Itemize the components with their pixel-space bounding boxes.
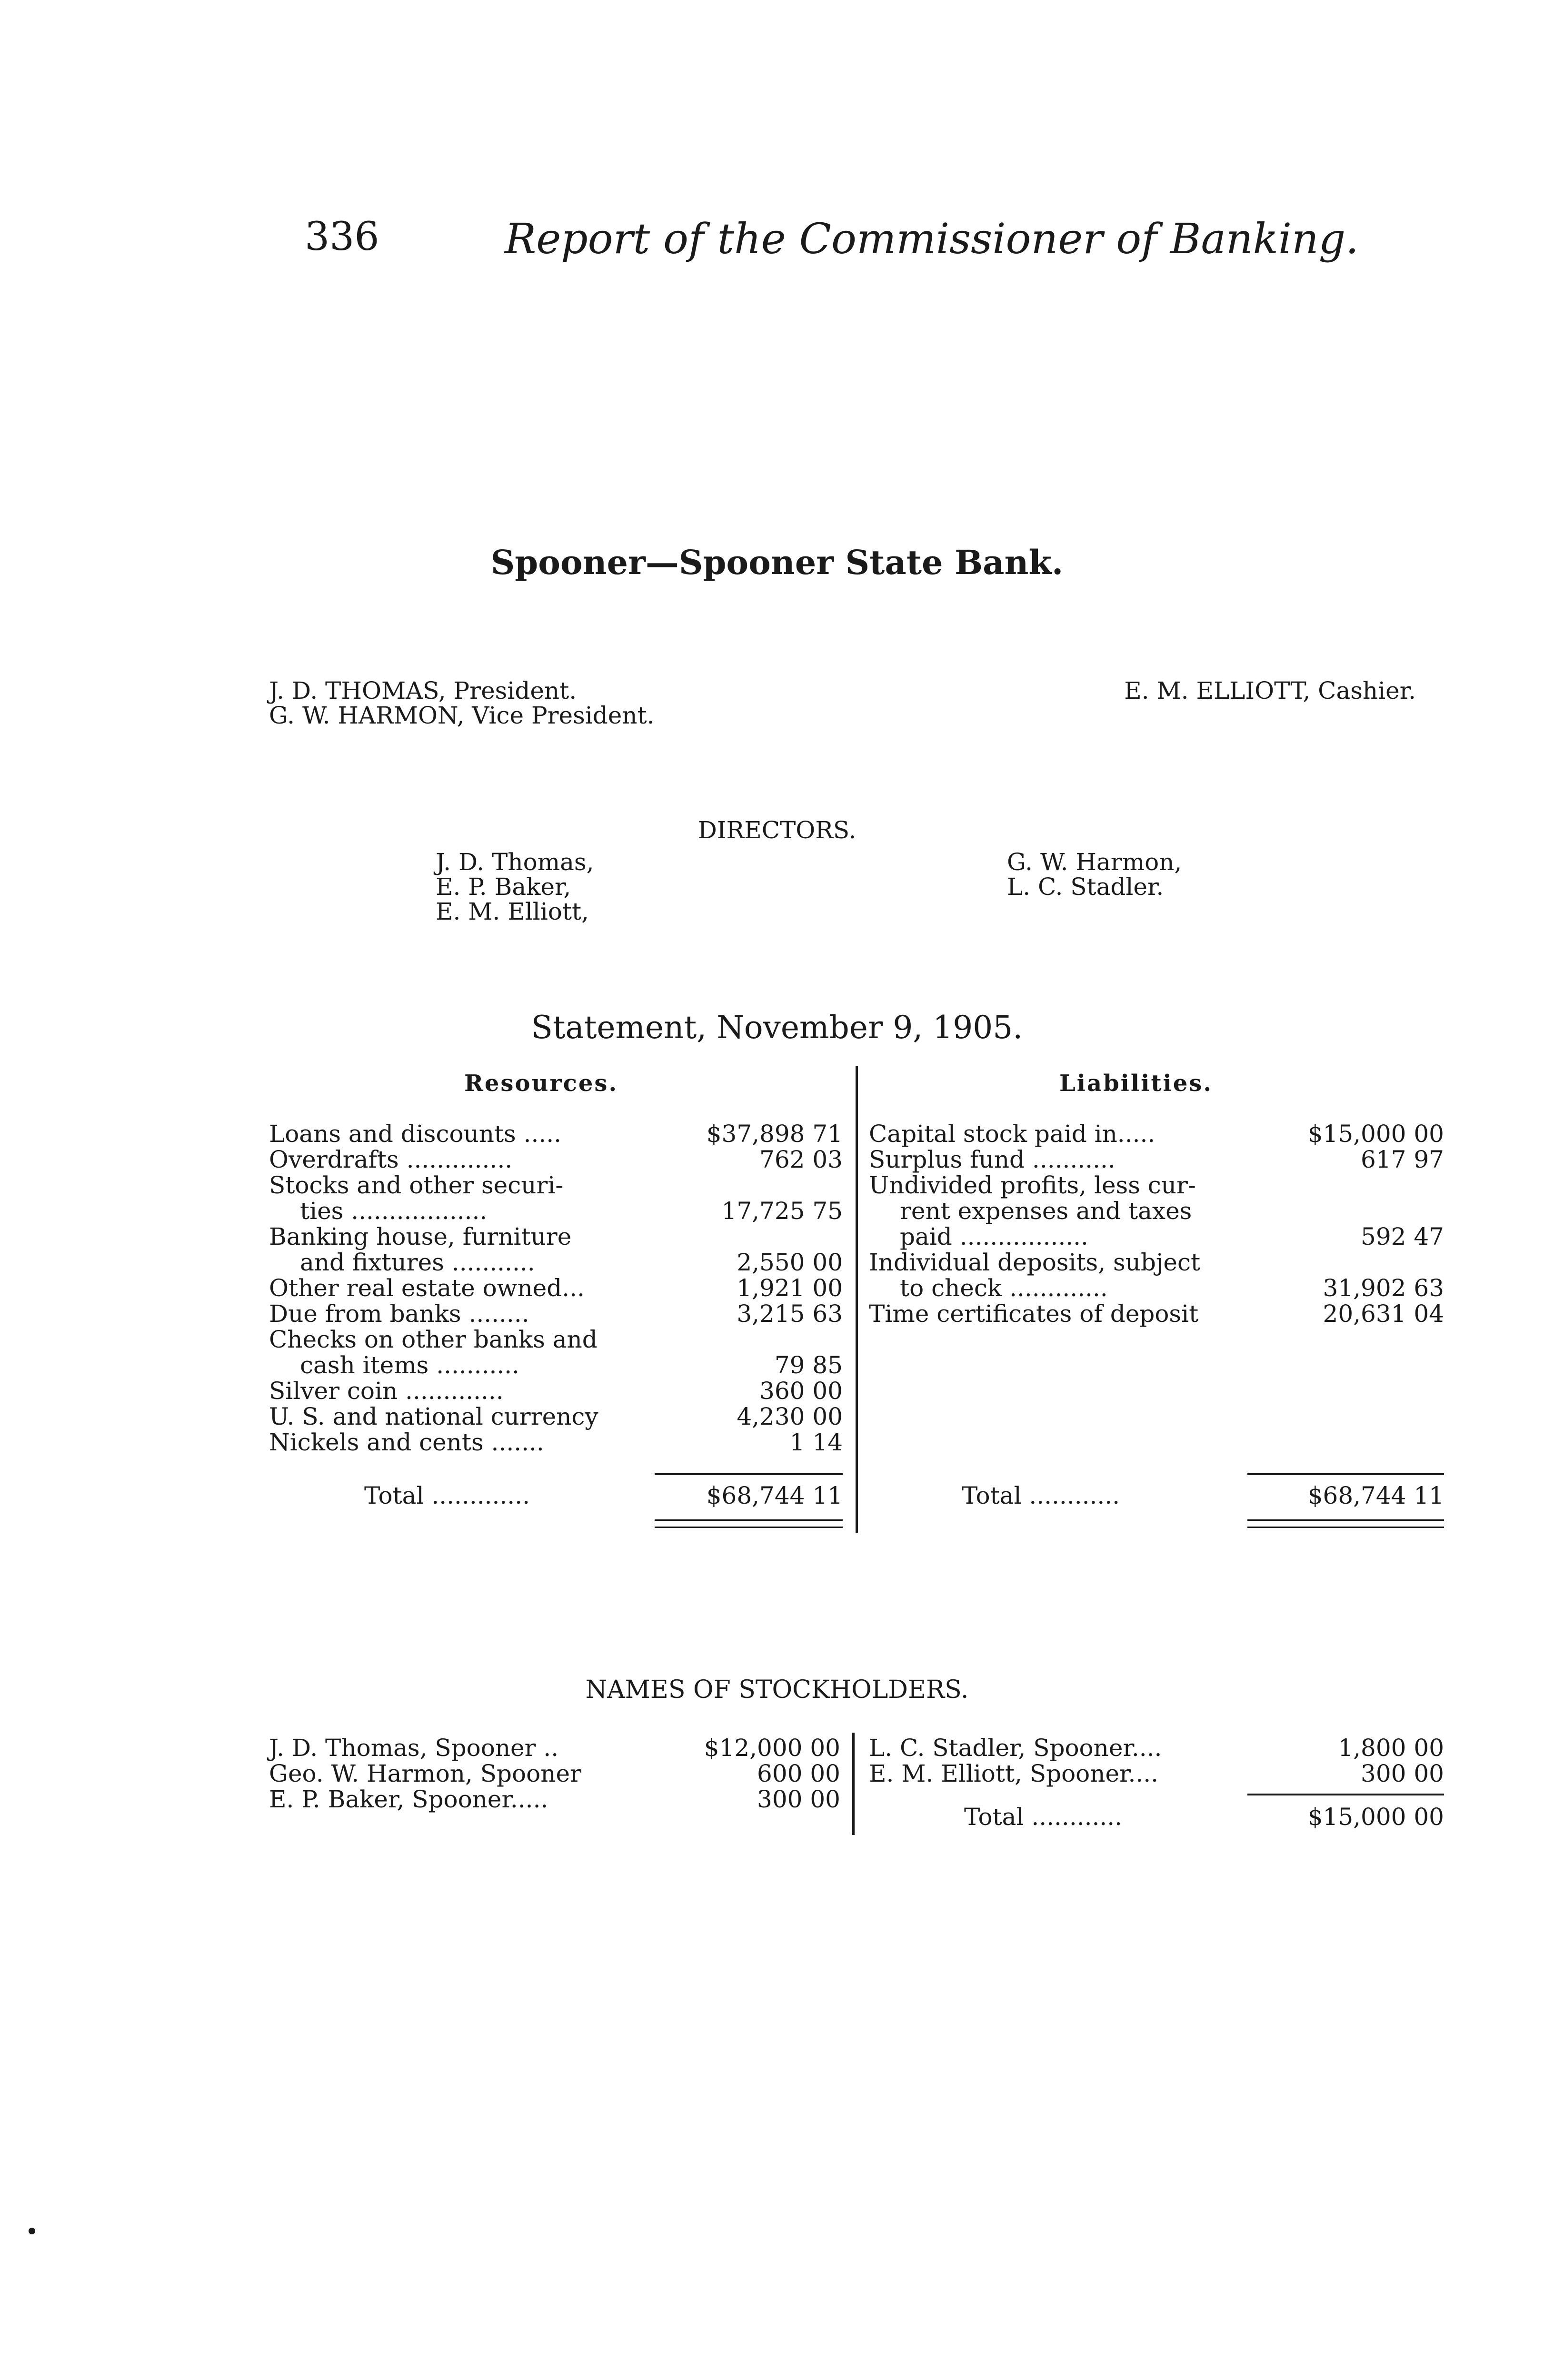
table-row [269, 1147, 843, 1172]
liabilities-double-rule [1247, 1519, 1444, 1528]
row-label: Loans and discounts ..... [269, 1120, 562, 1148]
row-label: Geo. W. Harmon, Spooner [269, 1760, 581, 1787]
row-label: Capital stock paid in..... [869, 1120, 1156, 1148]
row-label: Silver coin ............. [269, 1377, 504, 1405]
row-amount: 31,902 63 [1323, 1274, 1444, 1302]
row-amount: $12,000 00 [704, 1734, 840, 1762]
liabilities-total-row [869, 1483, 1444, 1511]
table-row [269, 1198, 843, 1224]
row-amount: $15,000 00 [1307, 1120, 1444, 1148]
row-label: E. P. Baker, Spooner..... [269, 1785, 548, 1813]
resources-table [269, 1121, 843, 1454]
total-amount: $68,744 11 [1307, 1482, 1444, 1509]
row-label: E. M. Elliott, Spooner.... [869, 1760, 1159, 1787]
table-row [869, 1224, 1444, 1250]
row-label: Individual deposits, subject [869, 1249, 1201, 1276]
table-row [869, 1250, 1444, 1275]
resources-heading: Resources. [464, 1070, 618, 1097]
row-amount: 3,215 63 [737, 1300, 843, 1328]
running-title: Report of the Commissioner of Banking. [505, 214, 1359, 263]
row-label: L. C. Stadler, Spooner.... [869, 1734, 1162, 1762]
table-row [869, 1198, 1444, 1224]
table-row [269, 1761, 840, 1786]
directors-left [436, 850, 594, 924]
row-label: Stocks and other securi- [269, 1171, 564, 1199]
table-row [269, 1327, 843, 1352]
row-label: J. D. Thomas, Spooner .. [269, 1734, 559, 1762]
row-amount: 762 03 [759, 1146, 843, 1173]
row-amount: 592 47 [1361, 1223, 1444, 1250]
table-row [269, 1301, 843, 1327]
table-row [269, 1275, 843, 1301]
director-name: J. D. Thomas, [436, 848, 594, 876]
officers-left [269, 678, 655, 728]
resources-total-row [269, 1483, 843, 1511]
table-row [869, 1121, 1444, 1147]
table-row [869, 1301, 1444, 1327]
total-amount: $15,000 00 [1307, 1803, 1444, 1831]
row-amount: 17,725 75 [721, 1197, 843, 1225]
row-label: U. S. and national currency [269, 1403, 598, 1430]
row-label: rent expenses and taxes [900, 1197, 1192, 1225]
table-row [269, 1786, 840, 1812]
row-label: Banking house, furniture [269, 1223, 572, 1250]
director-name: G. W. Harmon, [1007, 848, 1182, 876]
liabilities-table [869, 1121, 1444, 1454]
total-label: Total ............. [364, 1482, 530, 1509]
row-amount: 600 00 [757, 1760, 840, 1787]
stockholders-right [869, 1735, 1444, 1787]
row-amount: 1,921 00 [737, 1274, 843, 1302]
table-row [869, 1275, 1444, 1301]
stockholders-total-rule [1247, 1794, 1444, 1795]
director-name: L. C. Stadler. [1007, 873, 1164, 901]
table-row [269, 1429, 843, 1455]
row-amount: 1 14 [789, 1428, 843, 1456]
directors-right [1007, 850, 1182, 899]
row-label: Overdrafts .............. [269, 1146, 513, 1173]
row-label: cash items ........... [300, 1351, 520, 1379]
stockholders-heading: NAMES OF STOCKHOLDERS. [585, 1676, 969, 1704]
liabilities-total-rule [1247, 1473, 1444, 1475]
table-row [269, 1352, 843, 1378]
director-name: E. P. Baker, [436, 873, 571, 901]
row-amount: 4,230 00 [737, 1403, 843, 1430]
total-label: Total ............ [962, 1482, 1120, 1509]
table-row [869, 1735, 1444, 1761]
table-row [269, 1224, 843, 1250]
row-label: to check ............. [900, 1274, 1108, 1302]
row-label: Other real estate owned... [269, 1274, 585, 1302]
scan-mark [29, 2228, 35, 2234]
table-row [869, 1147, 1444, 1172]
column-divider [856, 1066, 858, 1533]
total-label: Total ............ [964, 1803, 1123, 1831]
total-amount: $68,744 11 [706, 1482, 843, 1509]
page-number: 336 [305, 214, 379, 259]
liabilities-heading: Liabilities. [1059, 1070, 1213, 1097]
resources-double-rule [655, 1519, 843, 1528]
table-row [269, 1735, 840, 1761]
directors-heading: DIRECTORS. [697, 816, 857, 844]
stockholders-left [269, 1735, 840, 1816]
row-amount: $37,898 71 [706, 1120, 843, 1148]
row-amount: 1,800 00 [1338, 1734, 1444, 1762]
row-amount: 360 00 [759, 1377, 843, 1405]
table-row [269, 1250, 843, 1275]
bank-title: Spooner—Spooner State Bank. [490, 543, 1064, 582]
row-amount: 20,631 04 [1323, 1300, 1444, 1328]
officer-president: J. D. THOMAS, President. [269, 677, 577, 704]
row-label: Checks on other banks and [269, 1326, 598, 1353]
table-row [869, 1761, 1444, 1786]
row-label: Undivided profits, less cur- [869, 1171, 1196, 1199]
stockholders-divider [852, 1733, 855, 1835]
director-name: E. M. Elliott, [436, 898, 589, 925]
officer-vice-president: G. W. HARMON, Vice President. [269, 702, 655, 729]
table-row [869, 1172, 1444, 1198]
officer-cashier: E. M. ELLIOTT, Cashier. [1124, 677, 1416, 704]
row-amount: 300 00 [757, 1785, 840, 1813]
row-label: Time certificates of deposit [869, 1300, 1199, 1328]
row-label: paid ................. [900, 1223, 1088, 1250]
table-row [269, 1121, 843, 1147]
row-label: and fixtures ........... [300, 1249, 535, 1276]
resources-total-rule [655, 1473, 843, 1475]
row-label: Surplus fund ........... [869, 1146, 1116, 1173]
table-row [269, 1404, 843, 1429]
row-amount: 2,550 00 [737, 1249, 843, 1276]
row-label: Due from banks ........ [269, 1300, 529, 1328]
row-amount: 300 00 [1361, 1760, 1444, 1787]
table-row [269, 1172, 843, 1198]
stockholders-total-row [869, 1804, 1444, 1833]
row-label: ties .................. [300, 1197, 488, 1225]
row-amount: 79 85 [774, 1351, 843, 1379]
row-amount: 617 97 [1361, 1146, 1444, 1173]
table-row [269, 1378, 843, 1404]
statement-heading: Statement, November 9, 1905. [531, 1009, 1023, 1046]
row-label: Nickels and cents ....... [269, 1428, 544, 1456]
